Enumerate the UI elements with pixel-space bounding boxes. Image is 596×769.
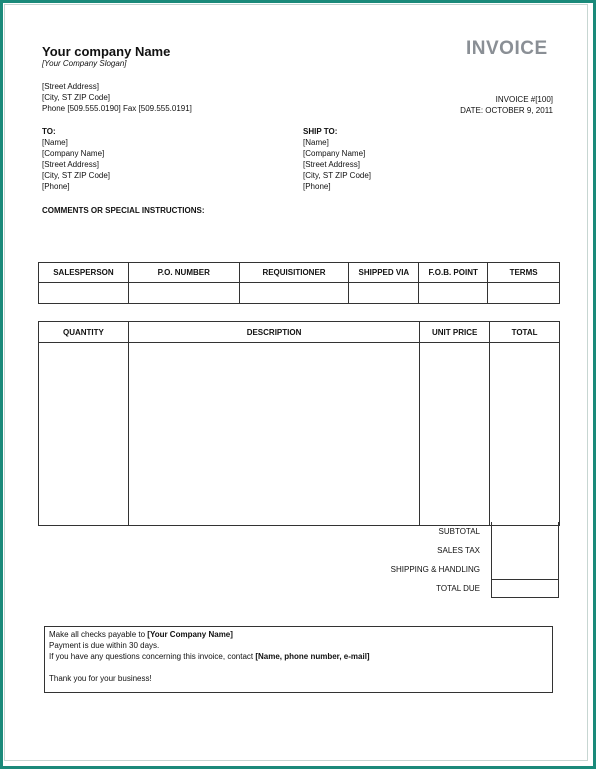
ship-to-phone: [Phone] — [303, 182, 331, 191]
contact-line — [49, 651, 548, 662]
company-slogan: [Your Company Slogan] — [42, 59, 127, 68]
company-street: [Street Address] — [42, 82, 99, 91]
subtotal-value[interactable] — [491, 522, 559, 541]
contact-prefix: If you have any questions concerning this invoice, contact — [49, 652, 256, 661]
total-due-value[interactable] — [491, 579, 559, 598]
order-info-table — [38, 262, 560, 304]
fob-point-cell[interactable] — [419, 283, 488, 304]
items-body-row — [39, 343, 560, 526]
ship-to-company: [Company Name] — [303, 149, 366, 158]
invoice-number: INVOICE #[100] — [495, 95, 553, 104]
sales-tax-label: SALES TAX — [437, 546, 480, 555]
col-po-number: P.O. NUMBER — [128, 263, 239, 283]
order-entry-row — [39, 283, 560, 304]
company-phone-fax: Phone [509.555.0190] Fax [509.555.0191] — [42, 104, 192, 113]
subtotal-row — [380, 522, 560, 541]
bill-to-label: TO: — [42, 127, 56, 136]
col-shipped-via: SHIPPED VIA — [349, 263, 419, 283]
ship-to-name: [Name] — [303, 138, 329, 147]
invoice-meta — [460, 94, 553, 116]
payable-prefix: Make all checks payable to — [49, 630, 148, 639]
payment-due-line: Payment is due within 30 days. — [49, 641, 160, 650]
invoice-title: INVOICE — [466, 38, 548, 59]
ship-to-street: [Street Address] — [303, 160, 360, 169]
col-description: DESCRIPTION — [128, 322, 419, 343]
bill-to-street: [Street Address] — [42, 160, 99, 169]
payable-company: [Your Company Name] — [147, 630, 233, 639]
shipping-row — [380, 560, 560, 579]
company-name: Your company Name — [42, 44, 171, 59]
po-number-cell[interactable] — [128, 283, 239, 304]
description-cell[interactable] — [128, 343, 419, 526]
ship-to-label: SHIP TO: — [303, 127, 338, 136]
shipping-label: SHIPPING & HANDLING — [390, 565, 480, 574]
col-unit-price: UNIT PRICE — [420, 322, 490, 343]
total-due-row — [380, 579, 560, 598]
ship-to-city: [City, ST ZIP Code] — [303, 171, 372, 180]
order-header-row — [39, 263, 560, 283]
bill-to-block — [42, 126, 110, 192]
col-requisitioner: REQUISITIONER — [239, 263, 349, 283]
company-city: [City, ST ZIP Code] — [42, 93, 111, 102]
col-terms: TERMS — [488, 263, 560, 283]
total-cell[interactable] — [490, 343, 560, 526]
quantity-cell[interactable] — [39, 343, 129, 526]
requisitioner-cell[interactable] — [239, 283, 349, 304]
contact-details: [Name, phone number, e-mail] — [255, 652, 370, 661]
col-quantity: QUANTITY — [39, 322, 129, 343]
company-address — [42, 81, 192, 114]
thank-you-line: Thank you for your business! — [49, 674, 152, 683]
bill-to-company: [Company Name] — [42, 149, 105, 158]
col-fob-point: F.O.B. POINT — [419, 263, 488, 283]
sales-tax-row — [380, 541, 560, 560]
totals-section — [380, 522, 560, 598]
bill-to-phone: [Phone] — [42, 182, 70, 191]
line-items-table — [38, 321, 560, 526]
bill-to-name: [Name] — [42, 138, 68, 147]
shipping-value[interactable] — [491, 560, 559, 579]
items-header-row — [39, 322, 560, 343]
payment-notes — [44, 626, 553, 693]
col-salesperson: SALESPERSON — [39, 263, 129, 283]
comments-label: COMMENTS OR SPECIAL INSTRUCTIONS: — [42, 206, 205, 215]
bill-to-city: [City, ST ZIP Code] — [42, 171, 111, 180]
total-due-label: TOTAL DUE — [436, 584, 480, 593]
unit-price-cell[interactable] — [420, 343, 490, 526]
payable-line — [49, 629, 548, 640]
invoice-date: DATE: OCTOBER 9, 2011 — [460, 106, 553, 115]
shipped-via-cell[interactable] — [349, 283, 419, 304]
col-total: TOTAL — [490, 322, 560, 343]
subtotal-label: SUBTOTAL — [438, 527, 480, 536]
ship-to-block — [303, 126, 371, 192]
sales-tax-value[interactable] — [491, 541, 559, 560]
salesperson-cell[interactable] — [39, 283, 129, 304]
terms-cell[interactable] — [488, 283, 560, 304]
